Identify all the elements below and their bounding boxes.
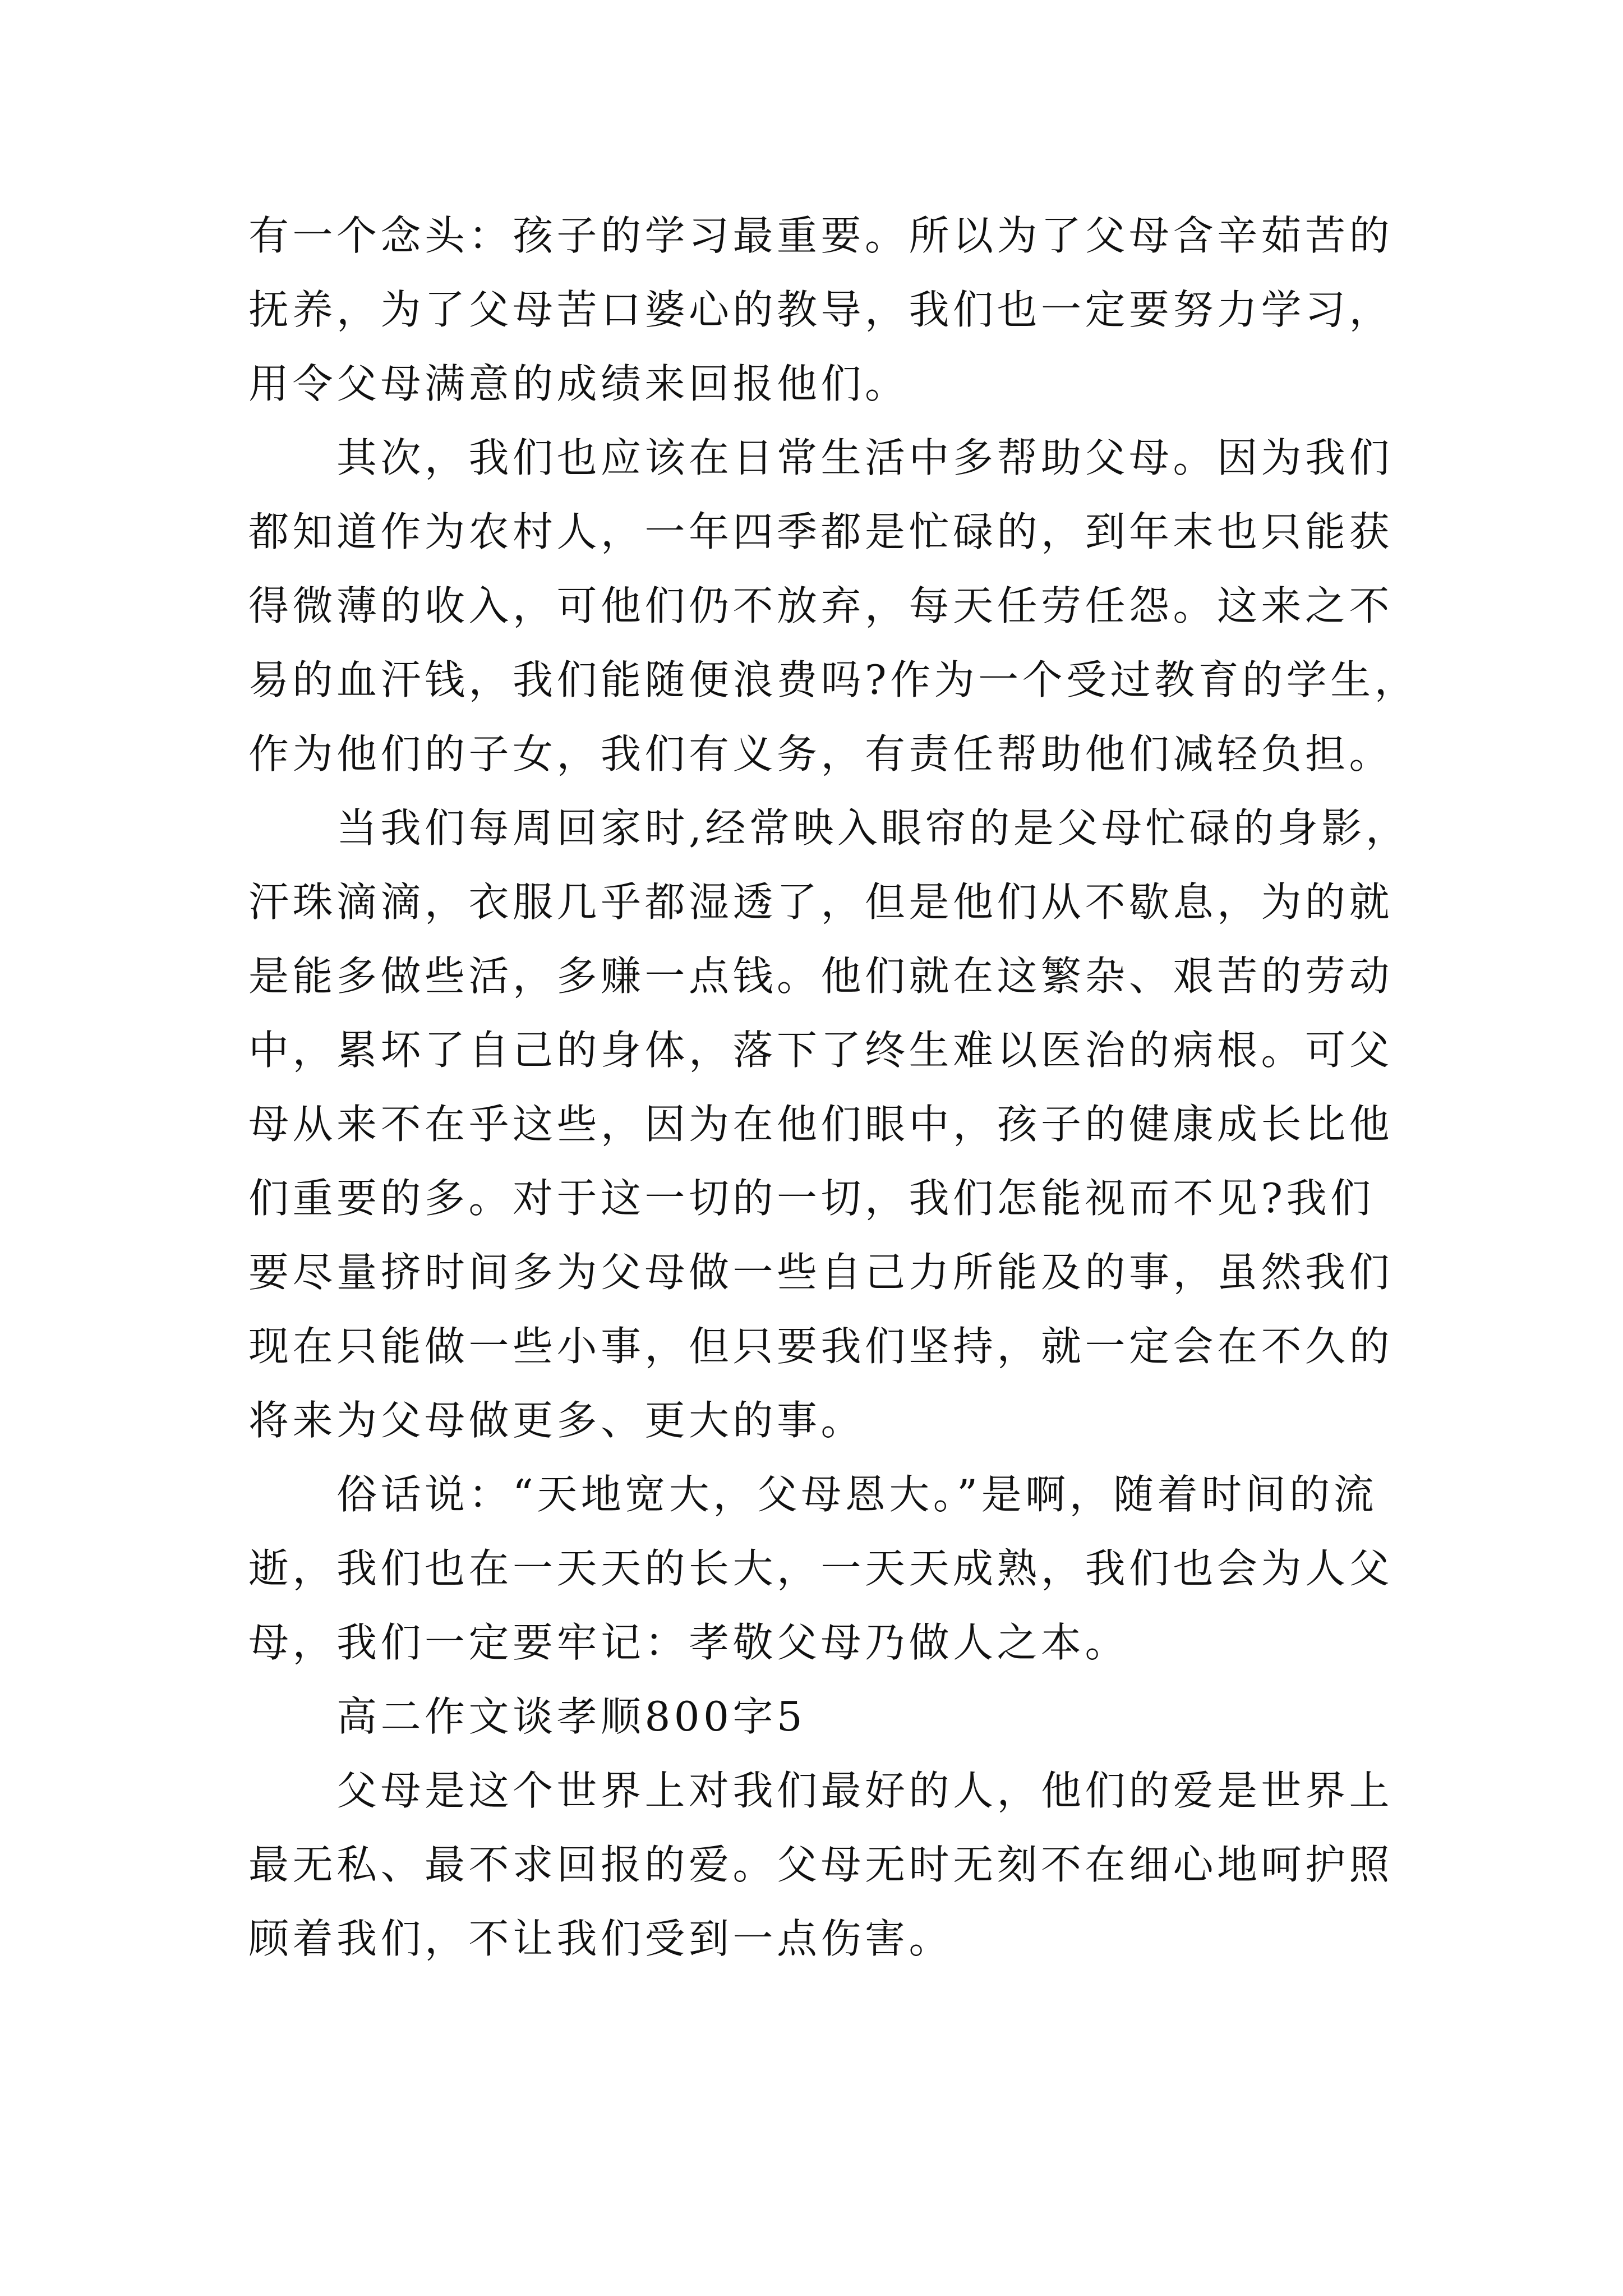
paragraph-3-line-5: 母从来不在乎这些，因为在他们眼中，孩子的健康成长比他	[248, 1101, 1394, 1148]
paragraph-5-line-1: 父母是这个世界上对我们最好的人，他们的爱是世界上	[336, 1767, 1394, 1814]
paragraph-5-line-3: 顾着我们，不让我们受到一点伤害。	[248, 1915, 953, 1962]
paragraph-3-line-9: 将来为父母做更多、更大的事。	[248, 1397, 865, 1444]
paragraph-4-line-3: 母，我们一定要牢记：孝敬父母乃做人之本。	[248, 1619, 1129, 1666]
paragraph-2-line-2: 都知道作为农村人，一年四季都是忙碌的，到年末也只能获	[248, 508, 1394, 555]
paragraph-1-line-3: 用令父母满意的成绩来回报他们。	[248, 360, 909, 407]
paragraph-2-line-3: 得微薄的收入，可他们仍不放弃，每天任劳任怨。这来之不	[248, 582, 1394, 629]
paragraph-3-line-1: 当我们每周回家时,经常映入眼帘的是父母忙碌的身影，	[336, 804, 1410, 852]
section-heading: 高二作文谈孝顺800字5	[336, 1693, 806, 1740]
paragraph-5-line-2: 最无私、最不求回报的爱。父母无时无刻不在细心地呵护照	[248, 1841, 1394, 1888]
paragraph-2-line-4: 易的血汗钱，我们能随便浪费吗?作为一个受过教育的学生，	[248, 656, 1419, 703]
paragraph-4-line-2: 逝，我们也在一天天的长大，一天天成熟，我们也会为人父	[248, 1545, 1394, 1592]
paragraph-1-line-2: 抚养，为了父母苦口婆心的教导，我们也一定要努力学习，	[248, 286, 1394, 333]
paragraph-3-line-2: 汗珠滴滴，衣服几乎都湿透了，但是他们从不歇息，为的就	[248, 878, 1394, 926]
paragraph-2-line-1: 其次，我们也应该在日常生活中多帮助父母。因为我们	[336, 434, 1394, 481]
paragraph-1-line-1: 有一个念头：孩子的学习最重要。所以为了父母含辛茹苦的	[248, 212, 1394, 259]
paragraph-3-line-3: 是能多做些活，多赚一点钱。他们就在这繁杂、艰苦的劳动	[248, 953, 1394, 1000]
paragraph-3-line-8: 现在只能做一些小事，但只要我们坚持，就一定会在不久的	[248, 1323, 1394, 1370]
paragraph-3-line-6: 们重要的多。对于这一切的一切，我们怎能视而不见?我们	[248, 1175, 1375, 1222]
paragraph-2-line-5: 作为他们的子女，我们有义务，有责任帮助他们减轻负担。	[248, 730, 1394, 777]
paragraph-4-line-1: 俗话说：“天地宽大，父母恩大。”是啊，随着时间的流	[336, 1471, 1378, 1518]
paragraph-3-line-7: 要尽量挤时间多为父母做一些自己力所能及的事，虽然我们	[248, 1249, 1394, 1296]
paragraph-3-line-4: 中，累坏了自己的身体，落下了终生难以医治的病根。可父	[248, 1027, 1394, 1074]
